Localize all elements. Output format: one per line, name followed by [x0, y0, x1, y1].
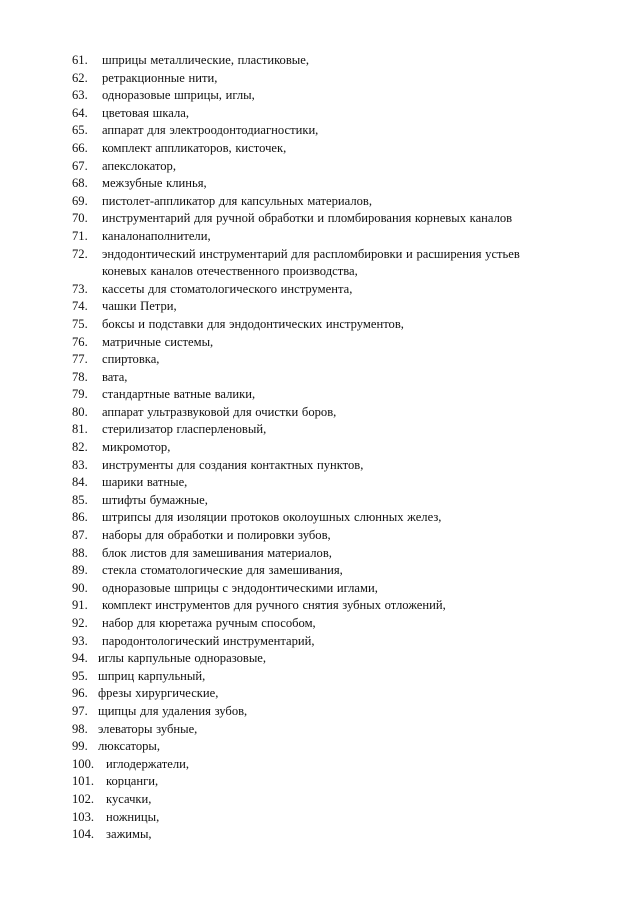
- list-item: [72, 87, 612, 105]
- item-text: штрипсы для изоляции протоков околоушных слюнных желез,: [102, 510, 442, 525]
- list-item: [72, 597, 612, 615]
- item-text: микромотор,: [102, 440, 171, 455]
- item-number: 61.: [72, 53, 88, 67]
- item-number: 94.: [72, 651, 88, 666]
- item-text: кассеты для стоматологического инструмента,: [102, 281, 353, 296]
- list-item: [72, 158, 612, 176]
- item-number: 64.: [72, 105, 88, 120]
- item-text: матричные системы,: [102, 334, 214, 349]
- item-number: 96.: [72, 686, 88, 701]
- list-item: [72, 545, 612, 563]
- list-item: [72, 70, 612, 88]
- item-text: эндодонтический инструментарий для распломбировки и расширения устьев: [102, 246, 520, 261]
- item-number: 71.: [72, 228, 88, 243]
- item-text: стерилизатор гласперленовый,: [102, 422, 267, 437]
- item-number: 69.: [72, 193, 88, 208]
- item-number: 65.: [72, 123, 88, 138]
- item-text: кусачки,: [106, 791, 152, 806]
- list-item: [72, 562, 612, 580]
- item-number: 103.: [72, 809, 95, 824]
- item-number: 99.: [72, 739, 88, 754]
- item-number: 85.: [72, 492, 88, 507]
- item-number: 92.: [72, 616, 88, 630]
- item-number: 100.: [72, 756, 95, 771]
- list-item: [72, 457, 612, 475]
- item-number: 78.: [72, 369, 88, 384]
- item-text: апекслокатор,: [102, 158, 177, 173]
- list-item: [72, 369, 612, 387]
- item-text: элеваторы зубные,: [98, 721, 198, 736]
- item-text: ножницы,: [106, 809, 160, 824]
- list-item: [72, 175, 612, 193]
- item-number: 83.: [72, 457, 88, 472]
- list-item: [72, 826, 612, 844]
- item-number: 89.: [72, 563, 88, 578]
- list-item: [72, 580, 612, 598]
- list-item: [72, 773, 612, 791]
- item-number: 63.: [72, 88, 88, 103]
- item-text: зажимы,: [106, 827, 152, 842]
- item-text: иглы карпульные одноразовые,: [98, 651, 267, 666]
- item-number: 87.: [72, 528, 88, 543]
- list-item: [72, 351, 612, 369]
- item-number: 79.: [72, 387, 88, 402]
- item-number: 101.: [72, 774, 95, 789]
- item-text: иглодержатели,: [106, 756, 190, 771]
- list-item: [72, 140, 612, 158]
- list-item: [72, 316, 612, 334]
- item-number: 66.: [72, 140, 88, 155]
- item-text: комплект аппликаторов, кисточек,: [102, 140, 287, 155]
- item-number: 75.: [72, 316, 88, 331]
- item-text: пародонтологический инструментарий,: [102, 633, 315, 648]
- list-item: [72, 52, 612, 70]
- item-number: 90.: [72, 580, 88, 595]
- item-number: 91.: [72, 598, 88, 613]
- item-number: 80.: [72, 404, 88, 419]
- item-number: 84.: [72, 475, 88, 490]
- item-text: шприц карпульный,: [98, 668, 206, 683]
- item-text: стандартные ватные валики,: [102, 387, 256, 402]
- list-item: [72, 721, 612, 739]
- list-item: [72, 492, 612, 510]
- item-text: блок листов для замешивания материалов,: [102, 545, 332, 560]
- list-item: [72, 210, 612, 228]
- list-item: [72, 246, 612, 281]
- list-item: [72, 281, 612, 299]
- item-number: 76.: [72, 334, 88, 349]
- list-item: [72, 791, 612, 809]
- list-item: [72, 404, 612, 422]
- item-text: одноразовые шприцы, иглы,: [102, 88, 255, 103]
- list-item: [72, 298, 612, 316]
- list-item: [72, 509, 612, 527]
- item-number: 97.: [72, 703, 88, 718]
- list-item: [72, 105, 612, 123]
- list-item: [72, 738, 612, 756]
- item-number: 73.: [72, 281, 88, 296]
- item-text: пистолет-аппликатор для капсульных материалов,: [102, 193, 373, 208]
- item-text: боксы и подставки для эндодонтических инструментов,: [102, 316, 404, 331]
- item-text: спиртовка,: [102, 352, 160, 367]
- item-number: 104.: [72, 827, 95, 842]
- list-item: [72, 386, 612, 404]
- item-number: 88.: [72, 545, 88, 560]
- item-number: 102.: [72, 791, 95, 806]
- item-number: 95.: [72, 668, 88, 683]
- item-number: 81.: [72, 422, 88, 437]
- list-item: [72, 809, 612, 827]
- list-item: [72, 703, 612, 721]
- list-item: [72, 650, 612, 668]
- item-text: цветовая шкала,: [102, 105, 189, 120]
- list-item: [72, 474, 612, 492]
- item-number: 70.: [72, 211, 88, 226]
- item-text: инструменты для создания контактных пунктов,: [102, 457, 364, 472]
- item-text: чашки Петри,: [102, 299, 177, 314]
- item-text-block: [102, 246, 612, 281]
- list-item: [72, 527, 612, 545]
- list-item: [72, 685, 612, 703]
- item-text: люксаторы,: [98, 739, 161, 754]
- item-text: ретракционные нити,: [102, 70, 218, 85]
- item-number: 74.: [72, 299, 88, 314]
- item-text: вата,: [102, 369, 128, 384]
- item-number: 93.: [72, 633, 88, 648]
- list-item: [72, 334, 612, 352]
- list-item: [72, 633, 612, 651]
- item-text: шприцы металлические, пластиковые,: [102, 53, 309, 67]
- item-number: 82.: [72, 440, 88, 455]
- item-text: каналонаполнители,: [102, 228, 211, 243]
- list-item: [72, 122, 612, 140]
- list-item: [72, 439, 612, 457]
- list-item: [72, 228, 612, 246]
- item-text: щипцы для удаления зубов,: [98, 703, 248, 718]
- equipment-list: [72, 52, 612, 844]
- item-text: аппарат для электроодонтодиагностики,: [102, 123, 319, 138]
- item-text: инструментарий для ручной обработки и пломбирования корневых каналов: [102, 211, 513, 226]
- item-text: стекла стоматологические для замешивания,: [102, 563, 343, 578]
- list-item: [72, 421, 612, 439]
- item-number: 68.: [72, 176, 88, 191]
- item-number: 98.: [72, 721, 88, 736]
- item-number: 77.: [72, 352, 88, 367]
- item-text: наборы для обработки и полировки зубов,: [102, 528, 331, 543]
- item-text: аппарат ультразвуковой для очистки боров,: [102, 404, 337, 419]
- list-item: [72, 193, 612, 211]
- item-text: комплект инструментов для ручного снятия зубных отложений,: [102, 598, 446, 613]
- item-number: 72.: [72, 246, 88, 261]
- item-text: фрезы хирургические,: [98, 686, 219, 701]
- item-text: шарики ватные,: [102, 475, 188, 490]
- item-text: набор для кюретажа ручным способом,: [102, 616, 316, 630]
- item-number: 62.: [72, 70, 88, 85]
- item-text: корцанги,: [106, 774, 159, 789]
- item-number: 67.: [72, 158, 88, 173]
- list-item: [72, 668, 612, 686]
- item-number: 86.: [72, 510, 88, 525]
- item-text: межзубные клинья,: [102, 176, 207, 191]
- list-item: [72, 756, 612, 774]
- list-item: [72, 615, 612, 633]
- item-text: штифты бумажные,: [102, 492, 208, 507]
- item-text-continuation: коневых каналов отечественного производства,: [102, 264, 358, 279]
- item-text: одноразовые шприцы с эндодонтическими иглами,: [102, 580, 378, 595]
